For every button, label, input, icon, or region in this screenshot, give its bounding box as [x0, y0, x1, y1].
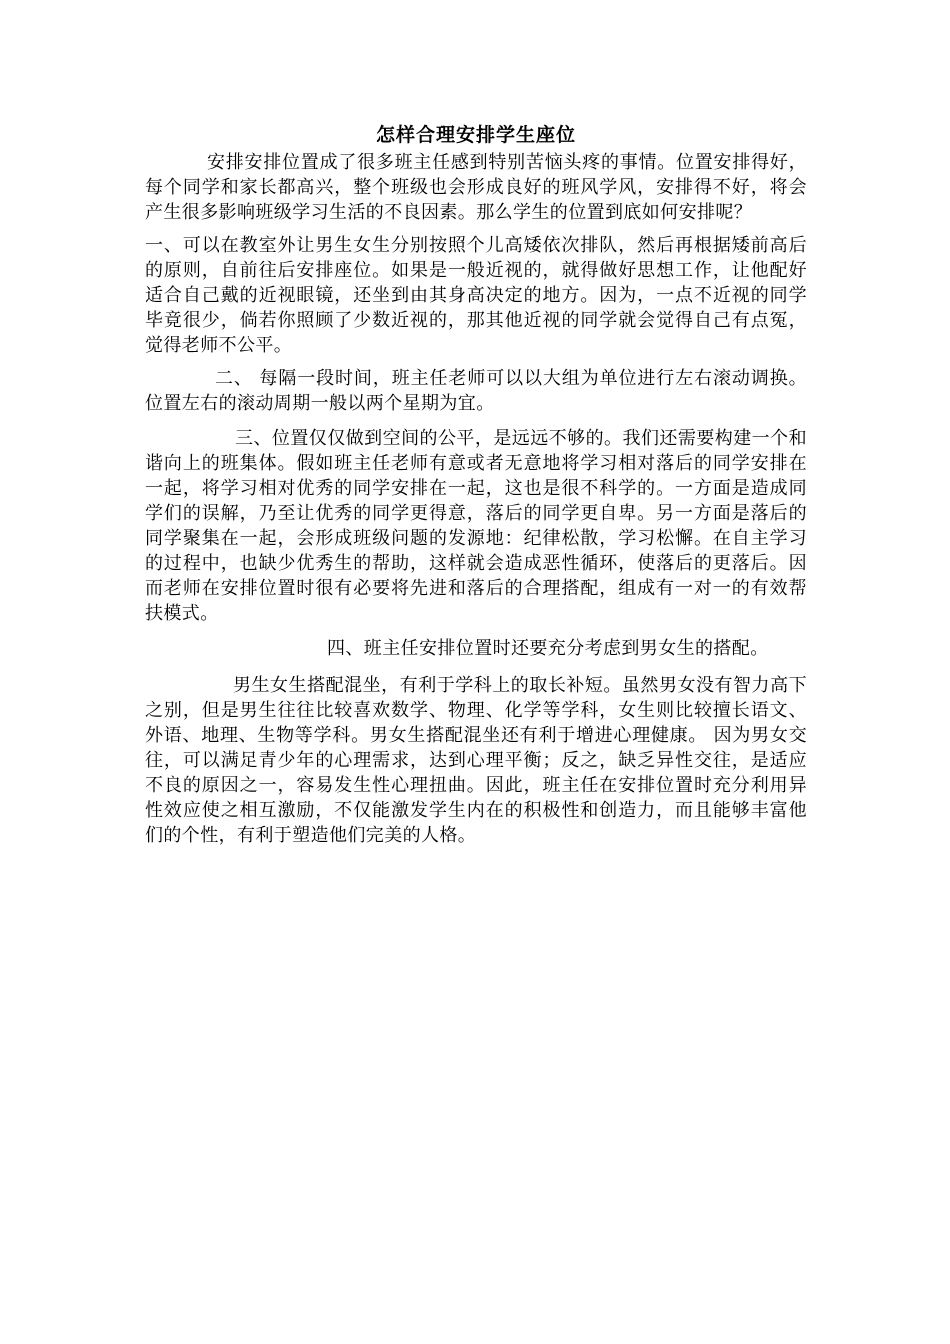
- paragraph-mixed-seating: 男生女生搭配混坐，有利于学科上的取长补短。虽然男女没有智力高下之别，但是男生往往比较喜欢数学、物理、化学等学科，女生则比较擅长语文、外语、地理、生物等学科。男女生搭配混坐还有利于增进心理健康。 因为男女交往，可以满足青少年的心理需求，达到心理平衡；反之，缺乏异性交往，是适应不良的原因之一，容易发生性心理扭曲。因此，班主任在安排位置时充分利用异性效应使之相互激励，不仅能激发学生内在的积极性和创造力，而且能够丰富他们的个性，有利于塑造他们完美的人格。: [145, 675, 807, 846]
- paragraph-point-three: 三、位置仅仅做到空间的公平，是远远不够的。我们还需要构建一个和谐向上的班集体。假如班主任老师有意或者无意地将学习相对落后的同学安排在一起，将学习相对优秀的同学安排在一起，这也是很不科学的。一方面是造成同学们的误解，乃至让优秀的同学更得意，落后的同学更自卑。另一方面是落后的同学聚集在一起，会形成班级问题的发源地：纪律松散，学习松懈。在自主学习的过程中，也缺少优秀生的帮助，这样就会造成恶性循环，使落后的更落后。因而老师在安排位置时很有必要将先进和落后的合理搭配，组成有一对一的有效帮扶模式。: [145, 428, 807, 624]
- paragraph-point-four: 四、班主任安排位置时还要充分考虑到男女生的搭配。: [327, 638, 769, 659]
- paragraph-point-one: 一、可以在教室外让男生女生分别按照个儿高矮依次排队，然后再根据矮前高后的原则，自前往后安排座位。如果是一般近视的，就得做好思想工作，让他配好适合自己戴的近视眼镜，还坐到由其身高决定的地方。因为，一点不近视的同学毕竟很少，倘若你照顾了少数近视的，那其他近视的同学就会觉得自己有点冤，觉得老师不公平。: [145, 235, 807, 356]
- document-page: [145, 120, 807, 848]
- paragraph-point-two: 二、 每隔一段时间，班主任老师可以以大组为单位进行左右滚动调换。位置左右的滚动周期一般以两个星期为宜。: [145, 368, 807, 414]
- paragraph-intro: 安排安排位置成了很多班主任感到特别苦恼头疼的事情。位置安排得好，每个同学和家长都高兴，整个班级也会形成良好的班风学风，安排得不好，将会产生很多影响班级学习生活的不良因素。那么学生的位置到底如何安排呢？: [145, 152, 807, 223]
- document-title: 怎样合理安排学生座位: [375, 124, 576, 146]
